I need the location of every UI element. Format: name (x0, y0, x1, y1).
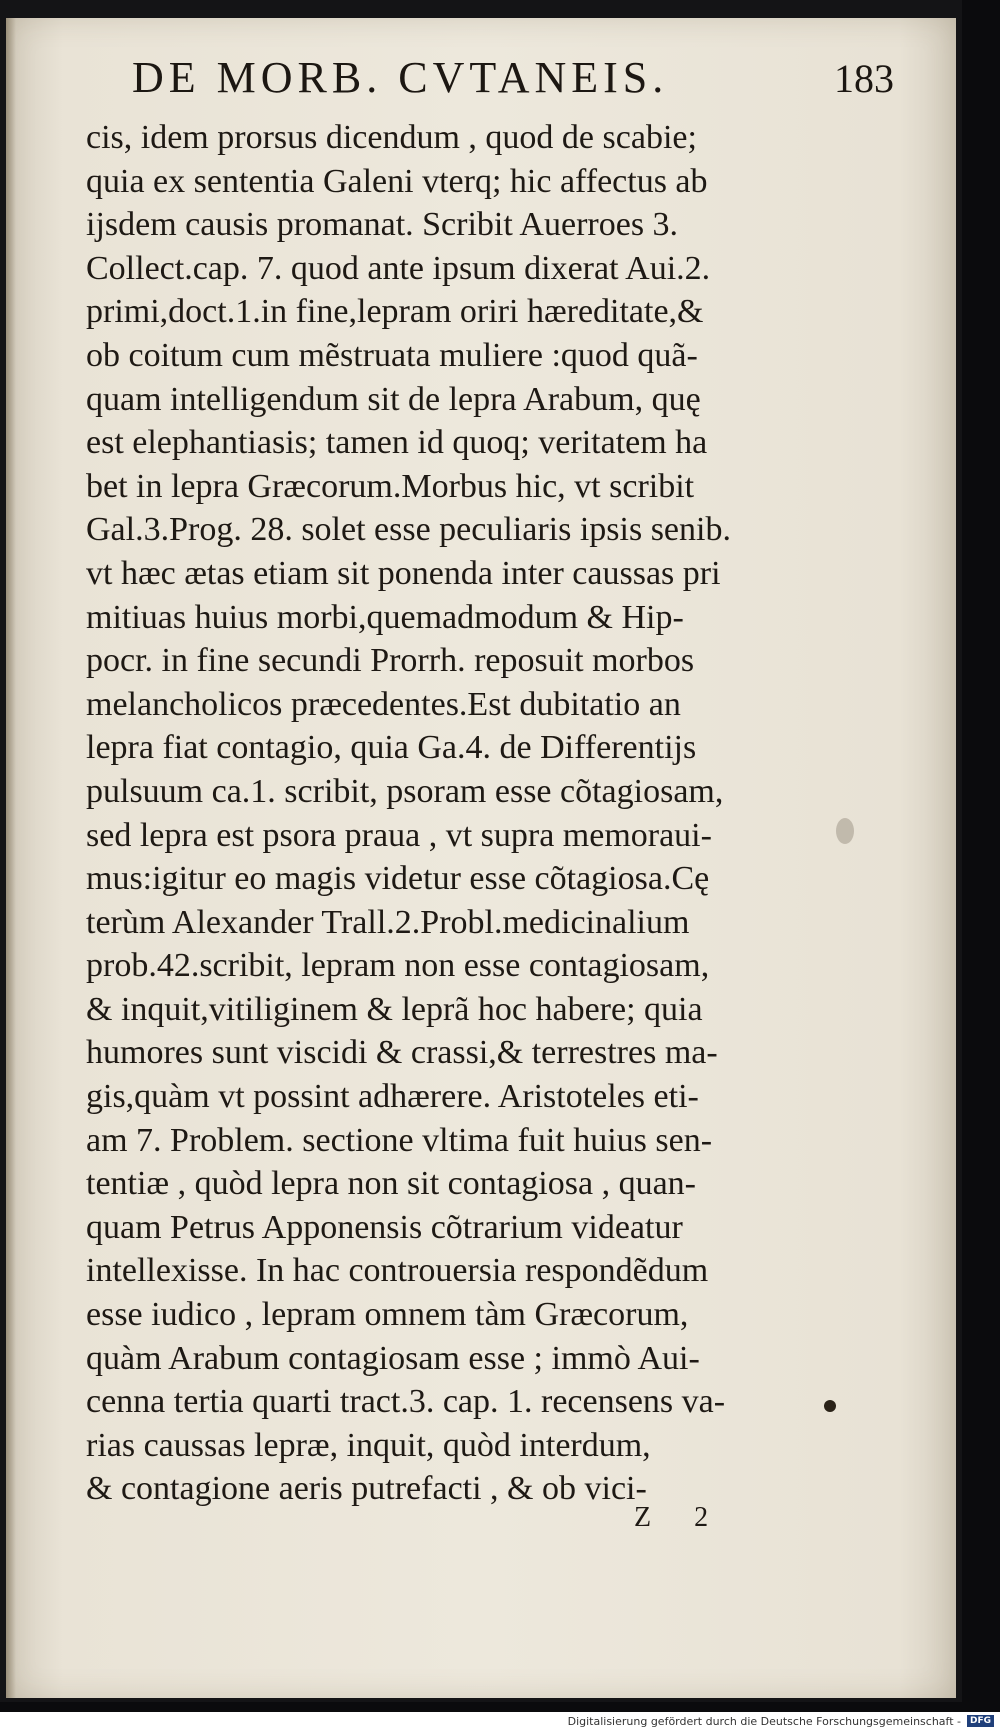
text-line: ijsdem causis promanat. Scribit Auerroes 3. (86, 206, 679, 244)
text-line: quia ex sententia Galeni vterq; hic affectus ab (86, 162, 708, 200)
book-page (6, 18, 956, 1698)
signature-mark: Z 2 (634, 1502, 727, 1533)
text-line: pocr. in fine secundi Prorrh. reposuit morbos (86, 642, 695, 680)
text-line: & contagione aeris putrefacti , & ob vici- (86, 1470, 647, 1508)
page-spine-shadow (6, 18, 16, 1698)
funding-credit: Digitalisierung gefördert durch die Deutsche Forschungsgemeinschaft - (567, 1714, 961, 1728)
text-line: mitiuas huius morbi,quemadmodum & Hip- (86, 598, 684, 636)
text-line: bet in lepra Græcorum.Morbus hic, vt scribit (86, 467, 695, 505)
text-line: am 7. Problem. sectione vltima fuit huius sen- (86, 1121, 713, 1159)
text-line: quam intelligendum sit de lepra Arabum, quę (86, 380, 701, 418)
text-line: prob.42.scribit, lepram non esse contagiosam, (86, 947, 710, 985)
text-line: Collect.cap. 7. quod ante ipsum dixerat Aui.2. (86, 249, 711, 287)
text-line: cis, idem prorsus dicendum , quod de scabie; (86, 119, 697, 156)
text-line: mus:igitur eo magis videtur esse cõtagiosa.Cę (86, 860, 710, 898)
text-line: quàm Arabum contagiosam esse ; immò Aui- (86, 1339, 700, 1377)
dfg-logo-icon: DFG (967, 1715, 994, 1727)
text-line: tentiæ , quòd lepra non sit contagiosa , quan- (86, 1165, 696, 1203)
running-title: DE MORB. CVTANEIS. (132, 53, 669, 102)
text-line: sed lepra est psora praua , vt supra memoraui- (86, 816, 712, 854)
text-line: humores sunt viscidi & crassi,& terrestres ma- (86, 1034, 718, 1072)
text-line: cenna tertia quarti tract.3. cap. 1. recensens va- (86, 1383, 726, 1421)
text-line: ob coitum cum mẽstruata muliere :quod quã- (86, 336, 698, 374)
text-line: quam Petrus Apponensis cõtrarium videatur (86, 1208, 683, 1246)
running-head (132, 48, 902, 108)
text-line: terùm Alexander Trall.2.Probl.medicinalium (86, 903, 690, 941)
text-line: primi,doct.1.in fine,lepram oriri hæreditate,& (86, 293, 704, 331)
page-number: 183 (834, 56, 894, 101)
text-line: vt hæc ætas etiam sit ponenda inter caussas pri (86, 554, 721, 592)
text-line: est elephantiasis; tamen id quoq; veritatem ha (86, 424, 708, 462)
text-line: intellexisse. In hac controuersia respondẽdum (86, 1252, 709, 1290)
text-line: rias caussas lepræ, inquit, quòd interdum, (86, 1426, 651, 1464)
paper-stain (836, 818, 854, 844)
text-line: pulsuum ca.1. scribit, psoram esse cõtagiosam, (86, 772, 724, 810)
text-line: esse iudico , lepram omnem tàm Græcorum, (86, 1296, 689, 1334)
body-text (86, 116, 876, 1511)
digitization-footer (0, 1712, 1000, 1730)
text-line: lepra fiat contagio, quia Ga.4. de Differentijs (86, 729, 697, 767)
ink-spot (824, 1400, 836, 1412)
text-line: melancholicos præcedentes.Est dubitatio an (86, 685, 681, 723)
text-line: Gal.3.Prog. 28. solet esse peculiaris ipsis senib. (86, 511, 731, 549)
text-line: & inquit,vitiliginem & leprã hoc habere; quia (86, 990, 703, 1028)
text-line: gis,quàm vt possint adhærere. Aristoteles eti- (86, 1078, 699, 1116)
